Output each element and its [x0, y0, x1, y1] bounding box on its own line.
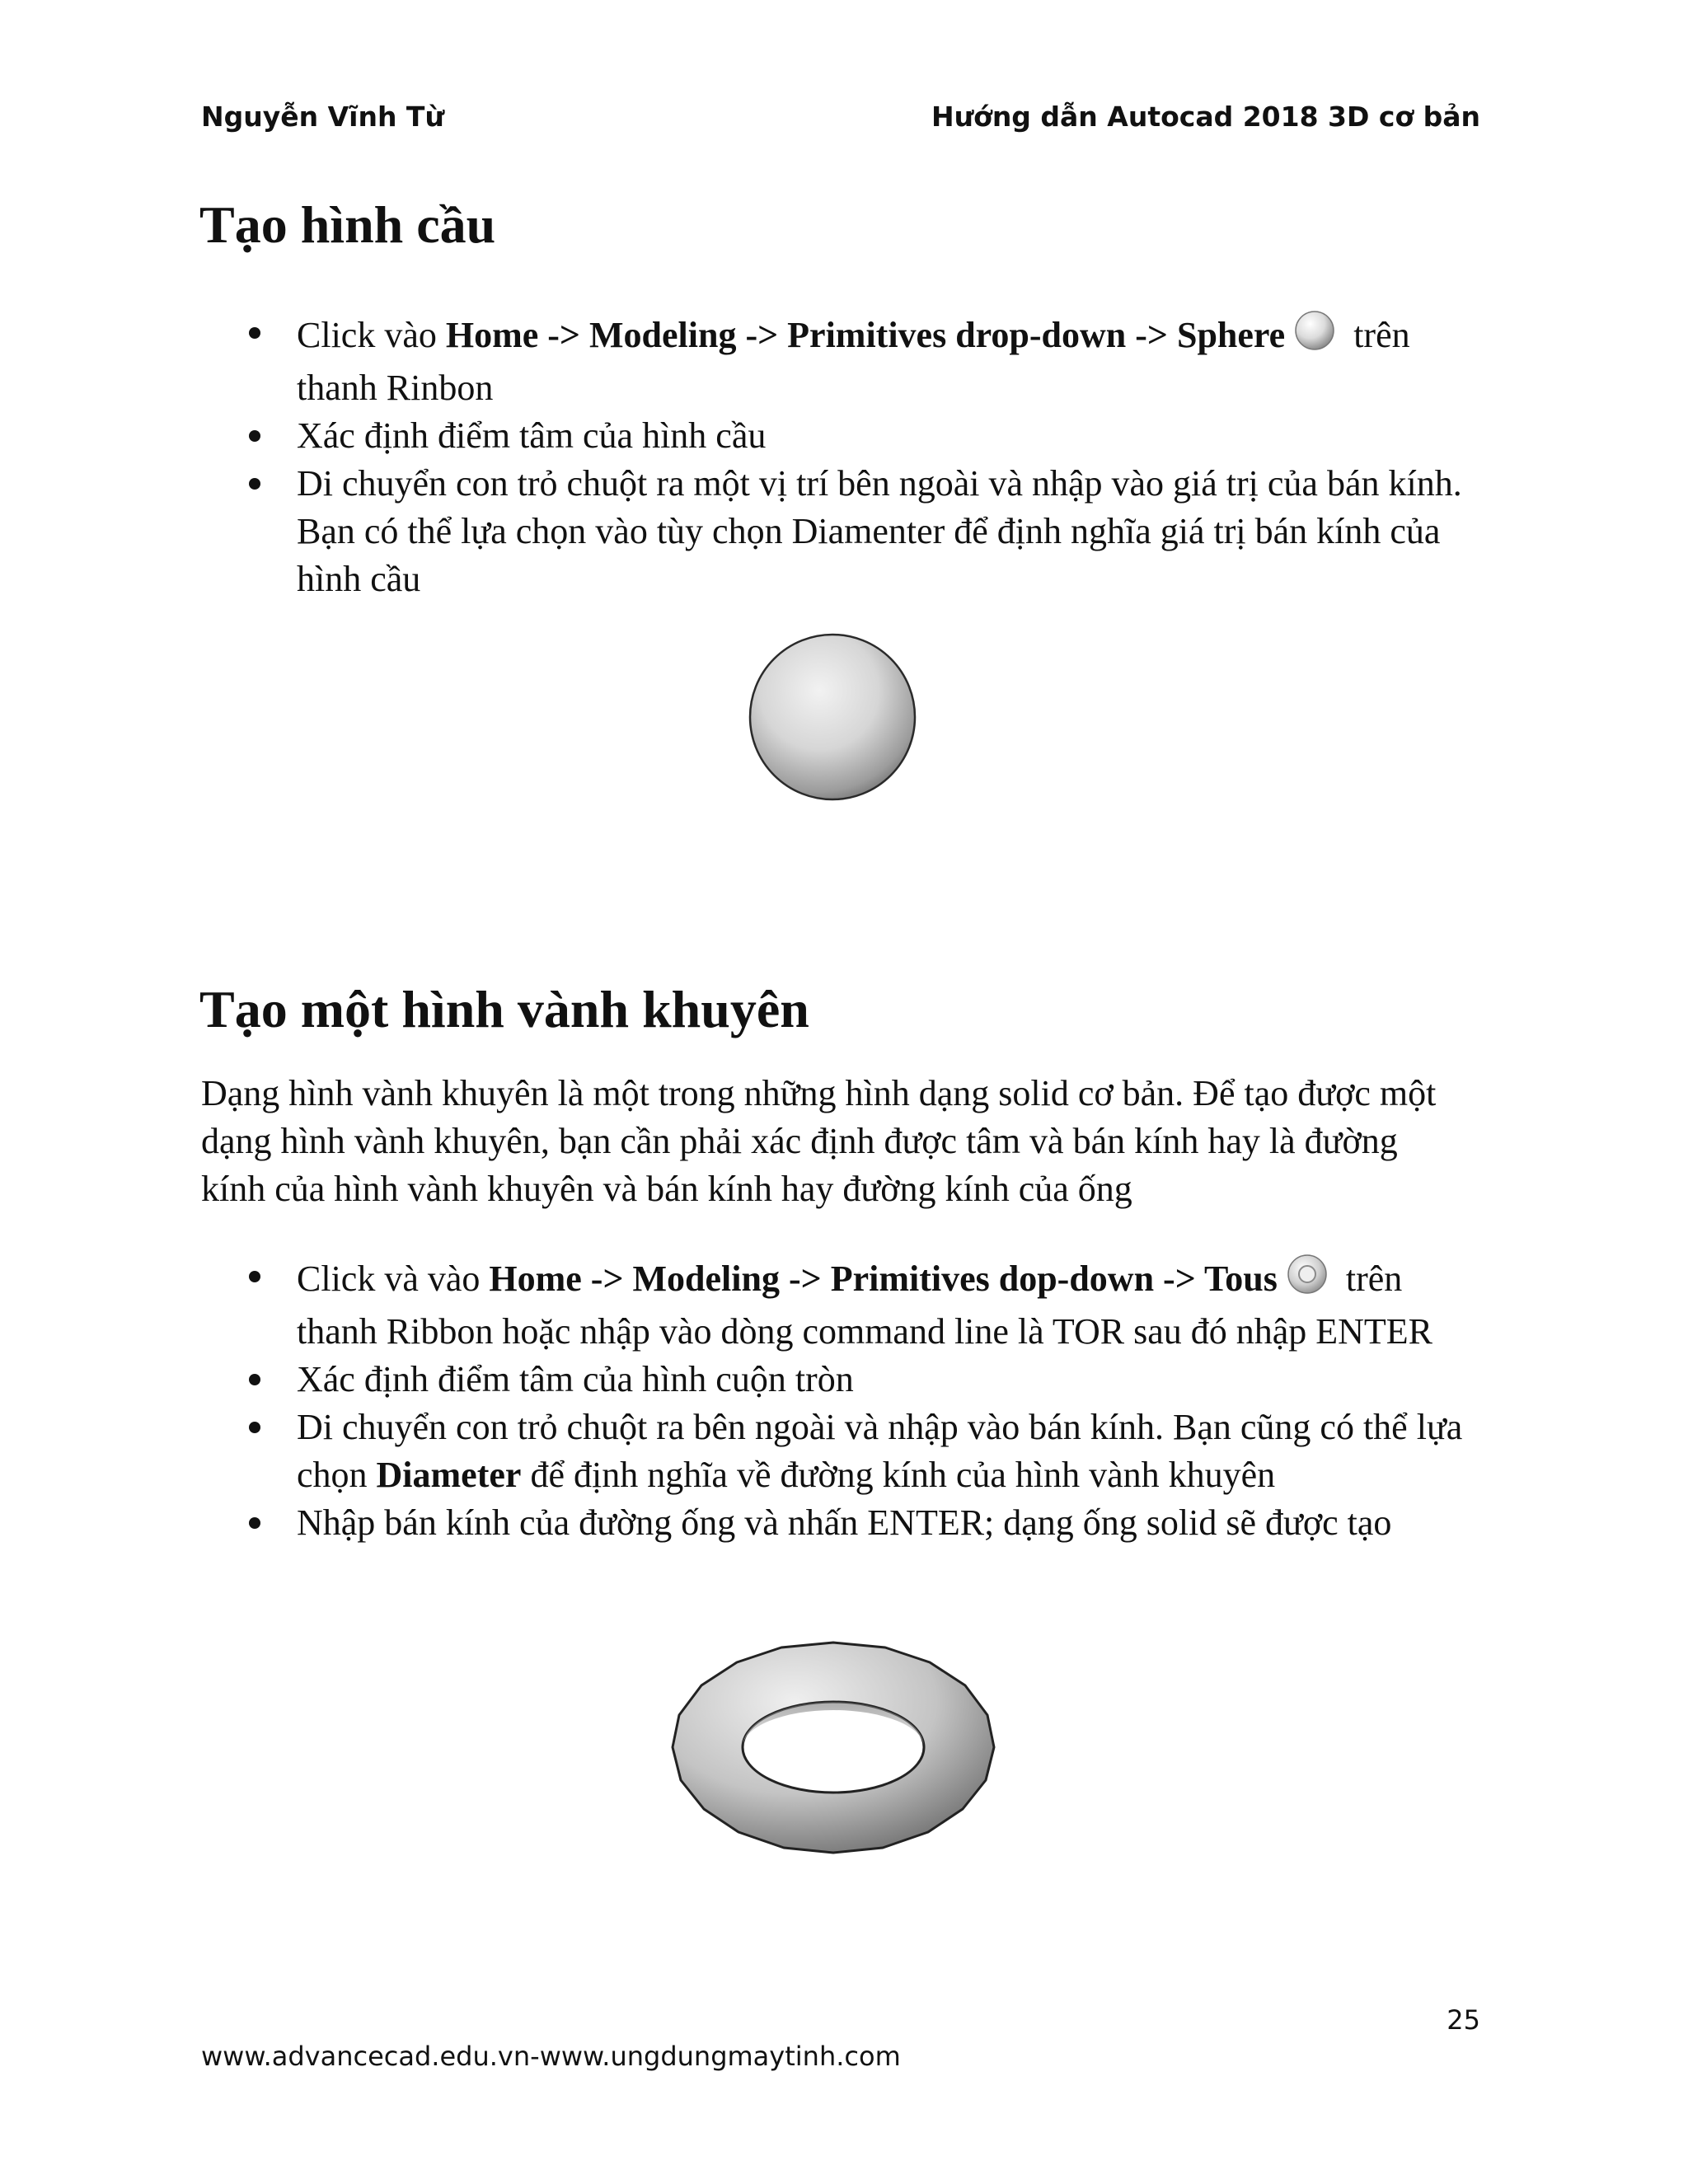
header-author: Nguyễn Vĩnh Từ [201, 101, 444, 133]
torus-step-3 [201, 1404, 1487, 1499]
torus-step-2: Xác định điểm tâm của hình cuộn tròn [201, 1356, 1487, 1404]
sphere-step-1-post: trên thanh Rinbon [297, 315, 1410, 408]
torus-step-1-post: trên thanh Ribbon hoặc nhập vào dòng command line là TOR sau đó nhập ENTER [297, 1258, 1433, 1352]
torus-section-heading: Tạo một hình vành khuyên [199, 980, 809, 1038]
torus-command-path: Home -> Modeling -> Primitives dop-down -> Tous [489, 1258, 1278, 1299]
torus-step-1 [201, 1253, 1487, 1356]
header-book-title: Hướng dẫn Autocad 2018 3D cơ bản [931, 101, 1480, 133]
footer-website: www.advancecad.edu.vn-www.ungdungmaytinh.com [201, 2041, 901, 2072]
torus-illustration [664, 1636, 1002, 1863]
torus-step-3-post: để định nghĩa về đường kính của hình vành khuyên [521, 1455, 1276, 1495]
sphere-section-heading: Tạo hình cầu [199, 195, 496, 254]
torus-step-4: Nhập bán kính của đường ống và nhấn ENTER; dạng ống solid sẽ được tạo [201, 1499, 1487, 1547]
page-number: 25 [1447, 2004, 1480, 2036]
torus-icon [1286, 1253, 1329, 1308]
sphere-step-3: Di chuyển con trỏ chuột ra một vị trí bên ngoài và nhập vào giá trị của bán kính. Bạn có thể lựa chọn vào tùy chọn Diamenter để định nghĩa giá trị bán kính của hình cầu [201, 460, 1487, 603]
sphere-illustration [746, 630, 919, 808]
sphere-step-1 [201, 309, 1487, 412]
sphere-icon [1293, 309, 1336, 364]
sphere-steps-list [201, 309, 1487, 603]
torus-steps-list [201, 1253, 1487, 1547]
sphere-command-path: Home -> Modeling -> Primitives drop-down -> Sphere [445, 315, 1286, 355]
torus-step-3-pre: Di chuyển con trỏ chuột ra bên ngoài và nhập vào bán kính. Bạn cũng có thể lựa chọn [297, 1407, 1463, 1495]
torus-step-1-pre: Click và vào [297, 1258, 490, 1299]
diameter-option: Diameter [376, 1455, 522, 1495]
sphere-step-2: Xác định điểm tâm của hình cầu [201, 412, 1487, 460]
sphere-step-1-pre: Click vào [297, 315, 446, 355]
torus-intro-paragraph: Dạng hình vành khuyên là một trong những hình dạng solid cơ bản. Để tạo được một dạng hình vành khuyên, bạn cần phải xác định được tâm và bán kính hay là đường kính của hình vành khuyên và bán kính hay đường kính của ống [201, 1073, 1437, 1209]
